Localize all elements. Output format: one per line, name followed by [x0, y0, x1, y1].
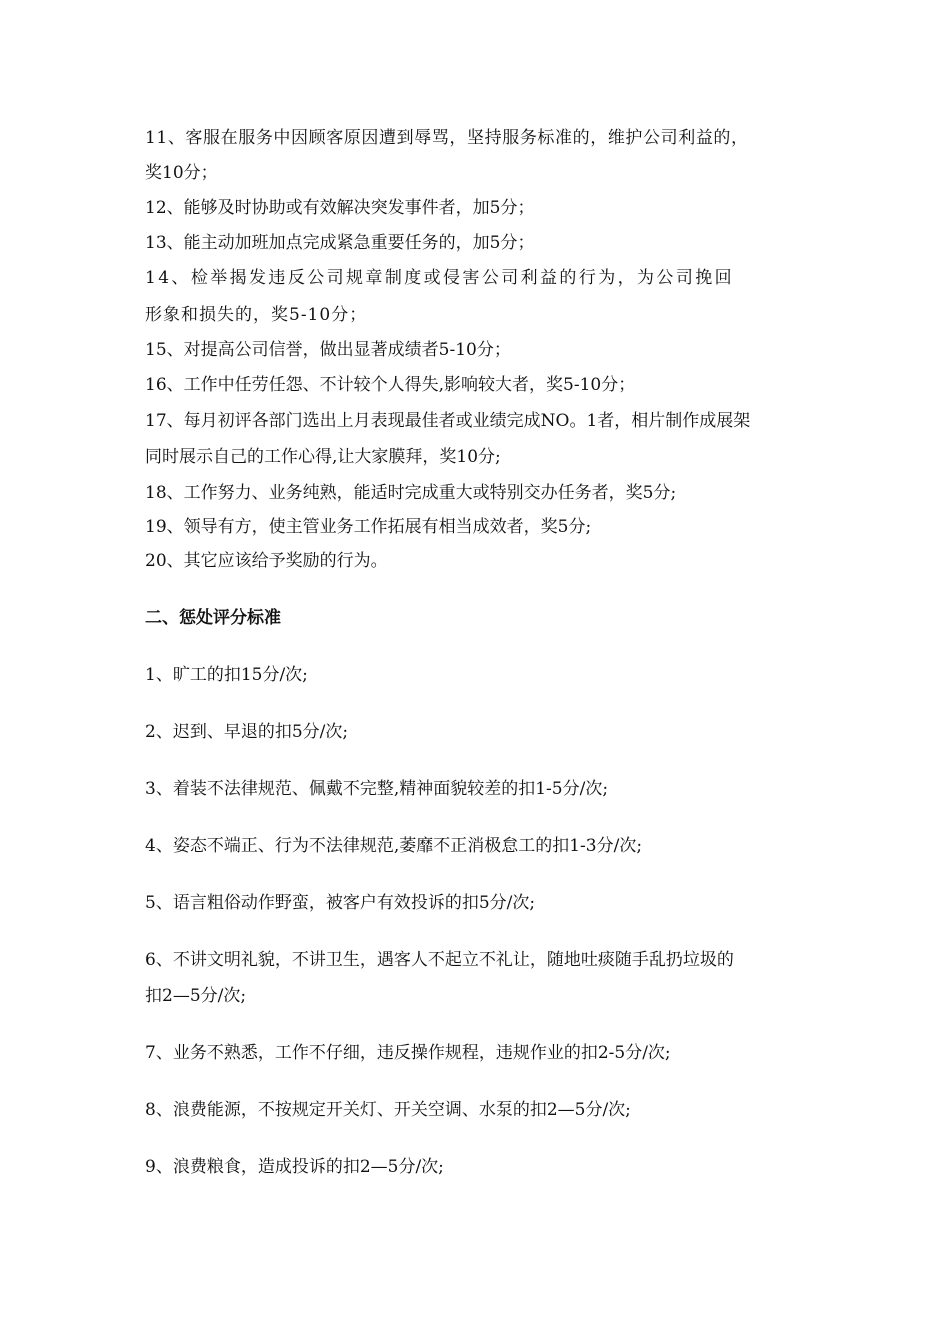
reward-line: 15、对提高公司信誉，做出显著成绩者5-10分； [145, 340, 511, 360]
penalty-line: 4、姿态不端正、行为不法律规范,萎靡不正消极怠工的扣1-3分/次; [145, 836, 643, 856]
penalty-line: 7、业务不熟悉，工作不仔细，违反操作规程，违规作业的扣2-5分/次; [145, 1043, 671, 1063]
penalty-line: 1、旷工的扣15分/次; [145, 665, 308, 685]
reward-line: 14、检举揭发违反公司规章制度或侵害公司利益的行为，为公司挽回 [145, 268, 735, 288]
reward-line: 形象和损失的，奖5-10分； [145, 305, 368, 325]
reward-line: 奖10分； [145, 163, 218, 183]
reward-line: 同时展示自己的工作心得,让大家膜拜，奖10分; [145, 447, 501, 467]
reward-line: 17、每月初评各部门选出上月表现最佳者或业绩完成NO。1者，相片制作成展架 [145, 411, 751, 431]
penalty-line: 5、语言粗俗动作野蛮，被客户有效投诉的扣5分/次; [145, 893, 536, 913]
penalty-line: 8、浪费能源，不按规定开关灯、开关空调、水泵的扣2—5分/次; [145, 1100, 631, 1120]
reward-line: 16、工作中任劳任怨、不计较个人得失,影响较大者，奖5-10分； [145, 375, 636, 395]
penalty-line: 扣2—5分/次; [145, 986, 247, 1006]
reward-line: 11、客服在服务中因顾客原因遭到辱骂，坚持服务标准的，维护公司利益的， [145, 128, 749, 148]
reward-line: 12、能够及时协助或有效解决突发事件者，加5分； [145, 198, 535, 218]
penalty-line: 6、不讲文明礼貌，不讲卫生，遇客人不起立不礼让，随地吐痰随手乱扔垃圾的 [145, 950, 734, 970]
reward-line: 13、能主动加班加点完成紧急重要任务的，加5分； [145, 233, 535, 253]
reward-line: 18、工作努力、业务纯熟，能适时完成重大或特别交办任务者，奖5分; [145, 483, 677, 503]
reward-line: 19、领导有方，使主管业务工作拓展有相当成效者，奖5分; [145, 517, 592, 537]
reward-line: 20、其它应该给予奖励的行为。 [145, 551, 388, 571]
section-heading: 二、惩处评分标准 [145, 608, 281, 628]
penalty-line: 3、着装不法律规范、佩戴不完整,精神面貌较差的扣1-5分/次; [145, 779, 609, 799]
penalty-line: 9、浪费粮食，造成投诉的扣2—5分/次; [145, 1157, 444, 1177]
penalty-line: 2、迟到、早退的扣5分/次; [145, 722, 349, 742]
